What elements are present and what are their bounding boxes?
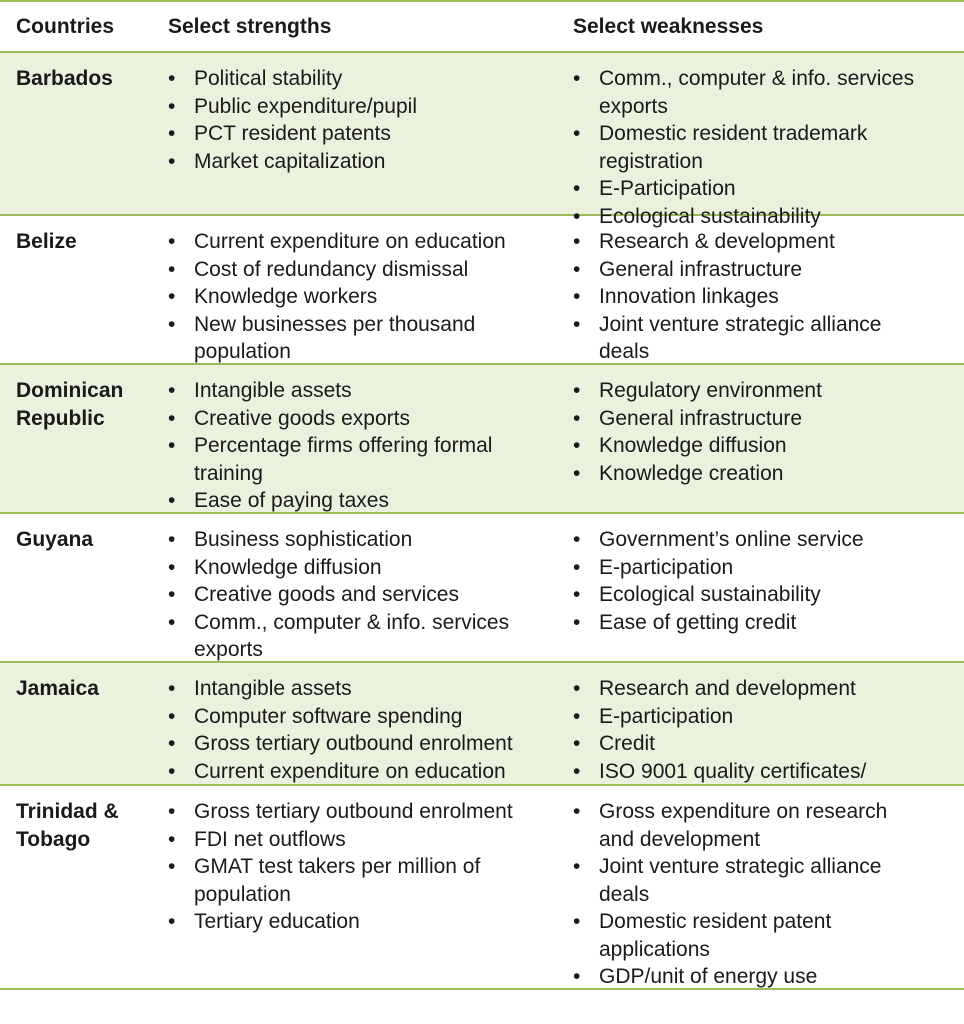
strength-item — [168, 283, 573, 311]
header-weaknesses: Select weaknesses — [573, 14, 764, 38]
table-row — [0, 216, 964, 365]
strength-item — [168, 675, 573, 703]
weakness-item-line: Ease of getting credit — [599, 610, 797, 634]
strength-item-line: PCT resident patents — [194, 122, 391, 145]
strength-item-line: population — [194, 882, 291, 906]
country-name-line: Belize — [16, 230, 77, 253]
country-name-line: Jamaica — [16, 677, 99, 700]
strength-item — [168, 65, 573, 93]
country-name — [0, 526, 168, 661]
weakness-item-line: Domestic resident trademark — [599, 122, 868, 145]
strength-item-line: FDI net outflows — [194, 827, 346, 851]
bullet-icon: • — [573, 759, 581, 783]
bullet-icon: • — [573, 312, 581, 336]
strength-list — [168, 228, 573, 366]
bullet-icon: • — [168, 704, 176, 728]
weakness-item — [573, 609, 964, 637]
weakness-item — [573, 675, 964, 703]
bullet-icon: • — [168, 230, 176, 253]
weakness-item-line: Government’s online service — [599, 528, 864, 551]
strength-item-line: Business sophistication — [194, 528, 413, 551]
bullet-icon: • — [573, 583, 581, 606]
strength-item-line: New businesses per thousand — [194, 312, 476, 336]
bullet-icon: • — [573, 677, 581, 700]
country-name-line: Trinidad & — [16, 800, 119, 823]
strength-item-line: exports — [194, 638, 263, 661]
weakness-item-line: Credit — [599, 732, 656, 755]
country-name — [0, 377, 168, 512]
strength-item — [168, 93, 573, 121]
weakness-item — [573, 581, 964, 609]
weakness-list — [573, 526, 964, 636]
weakness-list — [573, 675, 964, 785]
weakness-item — [573, 460, 964, 488]
strength-item-line: Market capitalization — [194, 149, 386, 173]
weakness-item — [573, 554, 964, 582]
strength-item — [168, 798, 573, 826]
strength-item-line: Ease of paying taxes — [194, 489, 389, 512]
weakness-item — [573, 758, 964, 786]
weakness-cell — [573, 228, 964, 363]
weakness-item — [573, 228, 964, 256]
weakness-item — [573, 798, 964, 853]
weakness-cell — [573, 65, 964, 228]
bullet-icon: • — [168, 610, 176, 634]
strength-item — [168, 908, 573, 936]
country-name — [0, 228, 168, 363]
strength-item-line: population — [194, 340, 291, 363]
weakness-item-line: exports — [599, 94, 668, 118]
weakness-list — [573, 377, 964, 487]
bullet-icon: • — [573, 965, 581, 988]
weakness-item-line: registration — [599, 149, 703, 173]
strength-list — [168, 798, 573, 936]
strength-item-line: Gross tertiary outbound enrolment — [194, 732, 513, 755]
bullet-icon: • — [168, 555, 176, 579]
strength-item-line: Comm., computer & info. services — [194, 610, 510, 634]
country-name — [0, 798, 168, 988]
weakness-cell — [573, 377, 964, 512]
weakness-item — [573, 283, 964, 311]
bullet-icon: • — [573, 732, 581, 755]
bullet-icon: • — [573, 204, 581, 228]
weakness-item-line: Joint venture strategic alliance — [599, 312, 882, 336]
table-body — [0, 53, 964, 990]
weakness-item — [573, 203, 964, 231]
weakness-item — [573, 405, 964, 433]
table-row — [0, 786, 964, 990]
strength-item-line: Intangible assets — [194, 379, 352, 402]
bullet-icon: • — [573, 257, 581, 281]
strength-item-line: Public expenditure/pupil — [194, 94, 417, 118]
strength-item-line: GMAT test takers per million of — [194, 855, 481, 878]
country-name-line: Guyana — [16, 528, 94, 551]
table-row — [0, 53, 964, 228]
strength-item-line: Knowledge diffusion — [194, 555, 382, 579]
weakness-item-line: ISO 9001 quality certificates/ — [599, 759, 867, 783]
strength-item — [168, 256, 573, 284]
weakness-list — [573, 228, 964, 366]
strength-list — [168, 675, 573, 785]
weakness-cell — [573, 526, 964, 661]
bullet-icon: • — [573, 855, 581, 878]
weakness-item-line: Research & development — [599, 230, 835, 253]
weakness-item — [573, 175, 964, 203]
bullet-icon: • — [168, 827, 176, 851]
bullet-icon: • — [573, 704, 581, 728]
weakness-item — [573, 908, 964, 963]
table-row — [0, 663, 964, 786]
strength-item-line: Intangible assets — [194, 677, 352, 700]
strength-item-line: Current expenditure on education — [194, 230, 506, 253]
strength-item — [168, 487, 573, 515]
weakness-list — [573, 65, 964, 230]
weakness-item — [573, 703, 964, 731]
bullet-icon: • — [168, 149, 176, 173]
country-name-line: Barbados — [16, 67, 113, 90]
strength-item — [168, 148, 573, 176]
country-name-line: Tobago — [16, 827, 91, 851]
strength-item — [168, 432, 573, 487]
bullet-icon: • — [168, 528, 176, 551]
weakness-item-line: General infrastructure — [599, 257, 803, 281]
bullet-icon: • — [168, 434, 176, 457]
weakness-list — [573, 798, 964, 991]
country-name — [0, 65, 168, 214]
bullet-icon: • — [168, 489, 176, 512]
strength-item — [168, 526, 573, 554]
bullet-icon: • — [168, 855, 176, 878]
bullet-icon: • — [573, 230, 581, 253]
weakness-item-line: applications — [599, 937, 710, 961]
header-countries: Countries — [16, 14, 115, 38]
weakness-item-line: Comm., computer & info. services — [599, 67, 915, 90]
strength-item-line: Political stability — [194, 67, 343, 90]
strength-item-line: Tertiary education — [194, 910, 360, 933]
bullet-icon: • — [573, 177, 581, 200]
strength-item — [168, 609, 573, 664]
strength-cell — [168, 526, 573, 661]
weakness-cell — [573, 675, 964, 784]
bullet-icon: • — [168, 677, 176, 700]
strength-item-line: training — [194, 461, 263, 485]
bullet-icon: • — [168, 910, 176, 933]
weakness-item-line: Domestic resident patent — [599, 910, 832, 933]
bullet-icon: • — [168, 732, 176, 755]
bullet-icon: • — [573, 800, 581, 823]
strength-cell — [168, 798, 573, 988]
bullet-icon: • — [573, 434, 581, 457]
weakness-item-line: and development — [599, 827, 761, 851]
strength-list — [168, 65, 573, 175]
strength-item-line: Knowledge workers — [194, 285, 378, 308]
bullet-icon: • — [168, 759, 176, 783]
weakness-item-line: Knowledge diffusion — [599, 434, 787, 457]
bullet-icon: • — [573, 406, 581, 430]
weakness-item-line: GDP/unit of energy use — [599, 965, 818, 988]
strength-cell — [168, 65, 573, 214]
strength-cell — [168, 675, 573, 784]
strength-item — [168, 377, 573, 405]
strength-item — [168, 758, 573, 786]
strength-item-line: Current expenditure on education — [194, 759, 506, 783]
bullet-icon: • — [573, 461, 581, 485]
strength-item-line: Cost of redundancy dismissal — [194, 257, 469, 281]
country-name-line: Dominican — [16, 379, 124, 402]
strength-item — [168, 405, 573, 433]
weakness-item-line: Knowledge creation — [599, 461, 784, 485]
strength-item-line: Gross tertiary outbound enrolment — [194, 800, 513, 823]
bullet-icon: • — [168, 67, 176, 90]
weakness-item — [573, 853, 964, 908]
weakness-item-line: Ecological sustainability — [599, 204, 821, 228]
strength-item-line: Computer software spending — [194, 704, 463, 728]
strength-item-line: Creative goods and services — [194, 583, 459, 606]
weakness-item-line: deals — [599, 882, 650, 906]
bullet-icon: • — [168, 257, 176, 281]
weakness-item-line: Joint venture strategic alliance — [599, 855, 882, 878]
strength-list — [168, 526, 573, 664]
bullet-icon: • — [573, 122, 581, 145]
strength-item — [168, 826, 573, 854]
bullet-icon: • — [573, 528, 581, 551]
strength-item — [168, 703, 573, 731]
bullet-icon: • — [573, 67, 581, 90]
bullet-icon: • — [168, 285, 176, 308]
weakness-item-line: Innovation linkages — [599, 285, 779, 308]
country-name — [0, 675, 168, 784]
bullet-icon: • — [573, 610, 581, 634]
weakness-item-line: deals — [599, 340, 650, 363]
weakness-item — [573, 120, 964, 175]
weakness-item — [573, 963, 964, 991]
bullet-icon: • — [168, 312, 176, 336]
strength-cell — [168, 377, 573, 512]
weakness-item-line: E-participation — [599, 704, 734, 728]
weakness-cell — [573, 798, 964, 988]
strength-item — [168, 228, 573, 256]
bullet-icon: • — [168, 583, 176, 606]
bullet-icon: • — [168, 800, 176, 823]
strength-item — [168, 853, 573, 908]
weakness-item — [573, 377, 964, 405]
weakness-item-line: General infrastructure — [599, 406, 803, 430]
header-strengths: Select strengths — [168, 14, 332, 38]
bullet-icon: • — [168, 94, 176, 118]
weakness-item-line: E-Participation — [599, 177, 736, 200]
strength-item — [168, 554, 573, 582]
bullet-icon: • — [168, 379, 176, 402]
weakness-item — [573, 730, 964, 758]
weakness-item-line: Regulatory environment — [599, 379, 822, 402]
weakness-item-line: E-participation — [599, 555, 734, 579]
weakness-item-line: Ecological sustainability — [599, 583, 821, 606]
strength-item — [168, 581, 573, 609]
country-name-line: Republic — [16, 406, 105, 430]
bullet-icon: • — [573, 379, 581, 402]
weakness-item — [573, 526, 964, 554]
table-row — [0, 514, 964, 663]
weakness-item — [573, 311, 964, 366]
strength-list — [168, 377, 573, 515]
bullet-icon: • — [573, 910, 581, 933]
strength-item — [168, 120, 573, 148]
bullet-icon: • — [168, 406, 176, 430]
weakness-item — [573, 432, 964, 460]
strength-cell — [168, 228, 573, 363]
table-header-row — [0, 2, 964, 53]
bullet-icon: • — [168, 122, 176, 145]
bullet-icon: • — [573, 555, 581, 579]
strength-item-line: Percentage firms offering formal — [194, 434, 493, 457]
weakness-item-line: Gross expenditure on research — [599, 800, 888, 823]
strength-item — [168, 730, 573, 758]
weakness-item — [573, 256, 964, 284]
weakness-item — [573, 65, 964, 120]
strength-item-line: Creative goods exports — [194, 406, 410, 430]
weakness-item-line: Research and development — [599, 677, 856, 700]
table-row — [0, 365, 964, 514]
strength-item — [168, 311, 573, 366]
bullet-icon: • — [573, 285, 581, 308]
